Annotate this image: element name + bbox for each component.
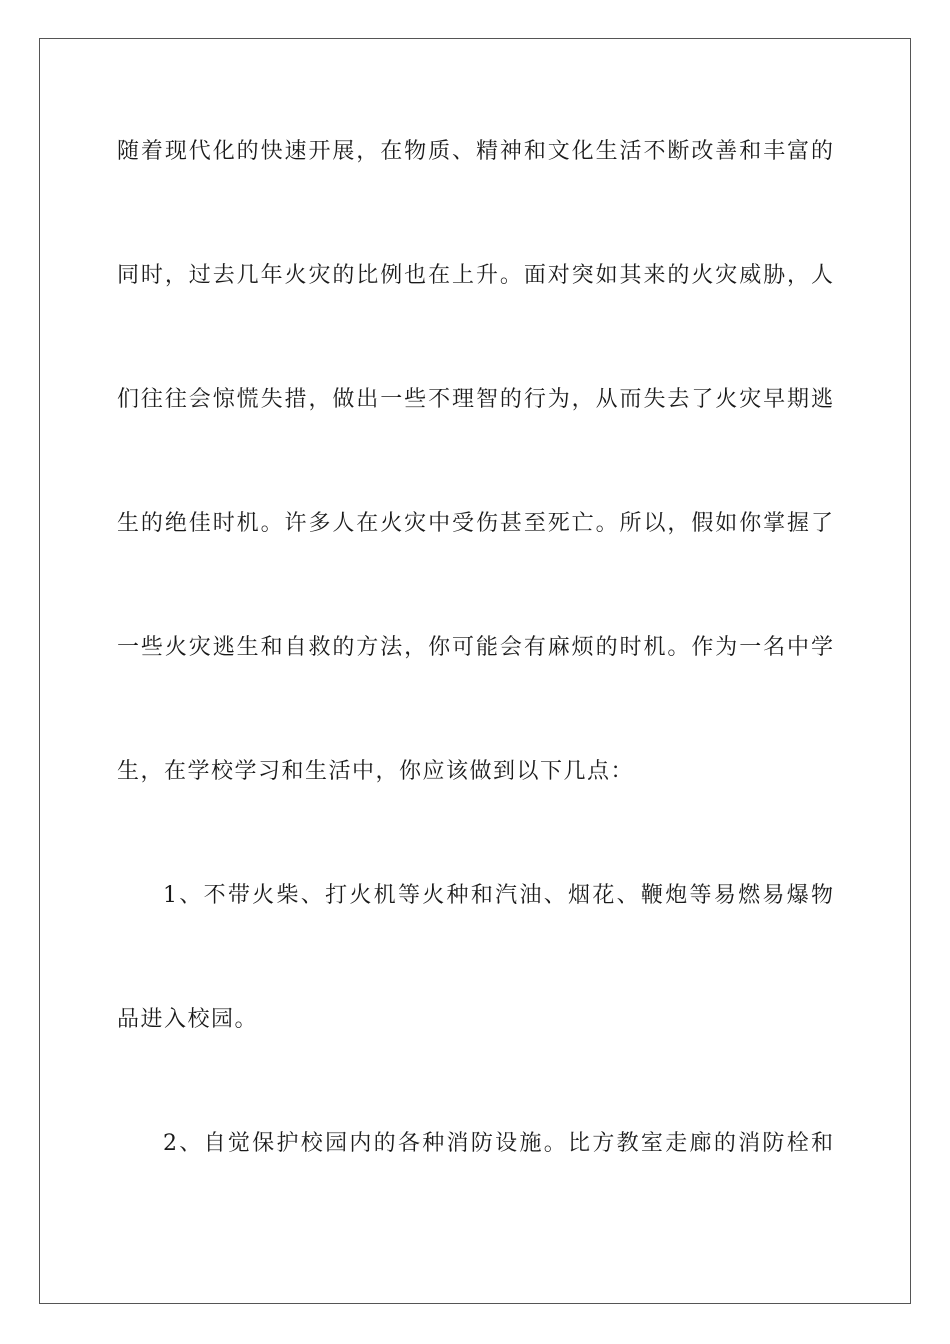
paragraph-1-line-1: 随着现代化的快速开展，在物质、精神和文化生活不断改善和丰富的: [117, 139, 833, 164]
page-border: [39, 38, 911, 1304]
paragraph-1-line-2: 同时，过去几年火灾的比例也在上升。面对突如其来的火灾威胁，人: [117, 263, 833, 288]
paragraph-1-line-3: 们往往会惊慌失措，做出一些不理智的行为，从而失去了火灾早期逃: [117, 387, 833, 412]
paragraph-1-line-5: 一些火灾逃生和自救的方法，你可能会有麻烦的时机。作为一名中学: [117, 635, 833, 660]
paragraph-1-line-4: 生的绝佳时机。许多人在火灾中受伤甚至死亡。所以，假如你掌握了: [117, 511, 833, 536]
list-item-2-line-1: 2、自觉保护校园内的各种消防设施。比方教室走廊的消防栓和: [163, 1131, 833, 1156]
list-item-1-line-2: 品进入校园。: [117, 1007, 259, 1032]
list-item-1-line-1: 1、不带火柴、打火机等火种和汽油、烟花、鞭炮等易燃易爆物: [163, 883, 833, 908]
paragraph-1-line-6: 生，在学校学习和生活中，你应该做到以下几点：: [117, 759, 635, 784]
